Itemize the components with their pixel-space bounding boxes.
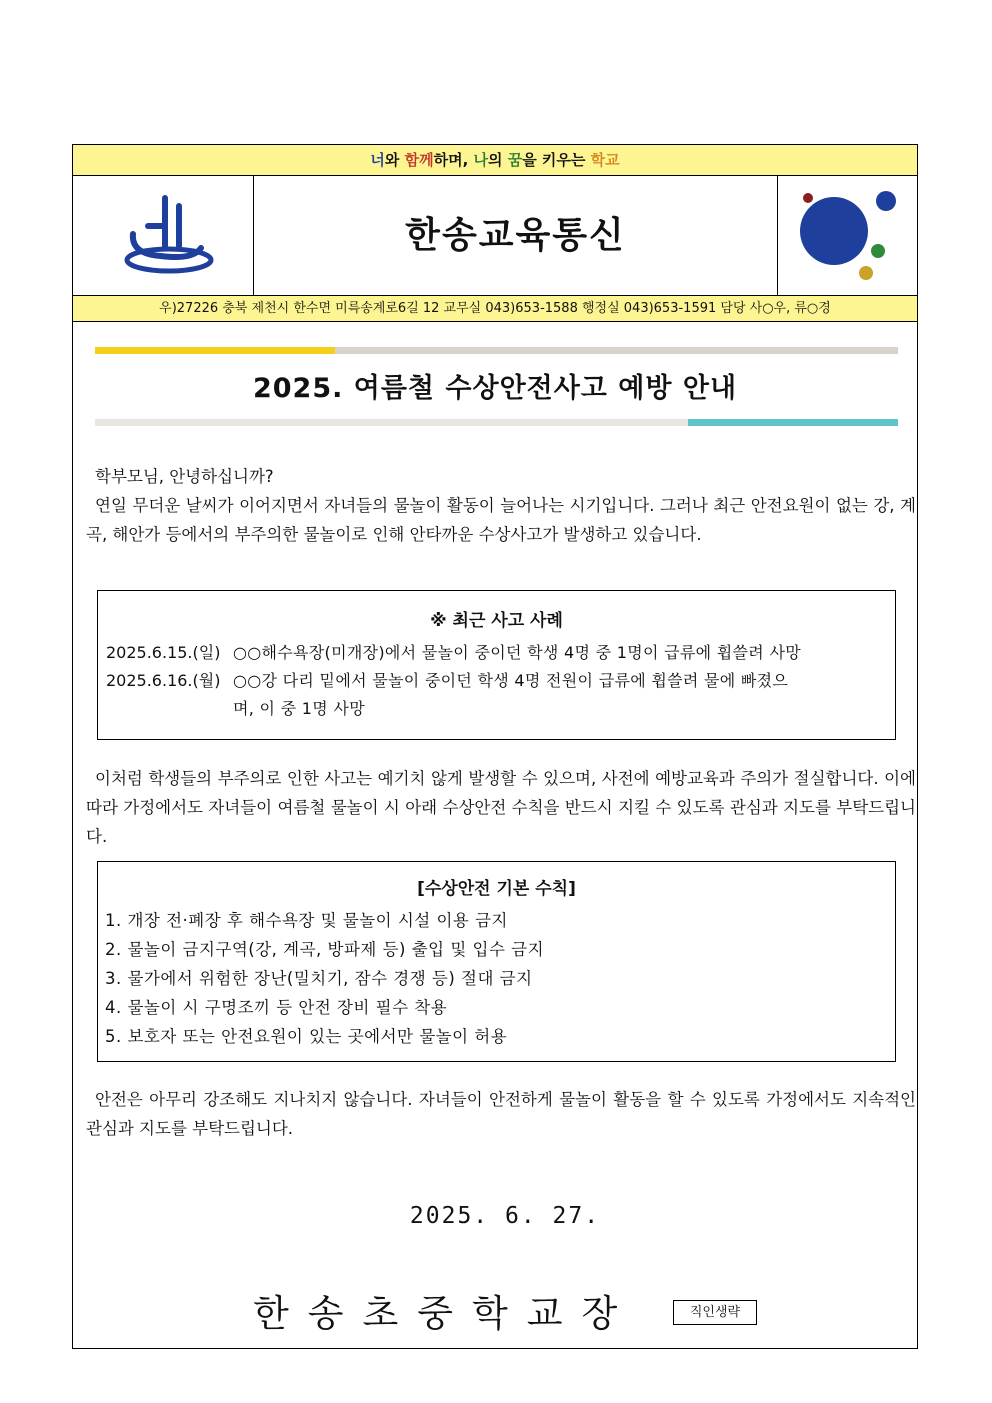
- newsletter-frame: [72, 144, 918, 1349]
- school-principal-signature: 한송초중학교장: [253, 1292, 637, 1335]
- accident-cases-box: [97, 590, 896, 740]
- slogan-part: 하며,: [433, 151, 474, 169]
- title-bar-top-gray: [335, 347, 898, 354]
- title-bar-bottom-gray: [95, 419, 688, 426]
- greeting: 학부모님, 안녕하십니까?: [95, 467, 274, 486]
- newsletter-header: [73, 176, 917, 296]
- school-slogan: [73, 145, 917, 176]
- integrity-badge-icon: [778, 176, 918, 294]
- slogan-part: 을 키우는: [522, 151, 591, 169]
- safety-rule-item: 1. 개장 전·폐장 후 해수욕장 및 물놀이 시설 이용 금지: [105, 911, 508, 930]
- slogan-part: 함께: [404, 151, 434, 169]
- slogan-part: 나: [473, 151, 488, 169]
- school-logo-cell: [73, 176, 254, 295]
- safety-rule-item: 5. 보호자 또는 안전요원이 있는 곳에서만 물놀이 허용: [105, 1027, 508, 1046]
- middle-paragraph: 이처럼 학생들의 부주의로 인한 사고는 예기치 않게 발생할 수 있으며, 사전에 예방교육과 주의가 절실합니다. 이에 따라 가정에서도 자녀들이 여름철 물놀이 시 아래 수상안전 수칙을 반드시 지킬 수 있도록 관심과 지도를 부탁드립니다.: [86, 769, 916, 846]
- official-seal-omitted: 직인생략: [673, 1300, 757, 1325]
- newsletter-title: 한송교육통신: [405, 215, 626, 256]
- school-address: 우)27226 충북 제천시 한수면 미륵송계로6길 12 교무실 043)653-1588 행정실 043)653-1591 담당 사○우, 류○경: [73, 296, 917, 322]
- closing-paragraph: 안전은 아무리 강조해도 지나치지 않습니다. 자녀들이 안전하게 물놀이 활동을 할 수 있도록 가정에서도 지속적인 관심과 지도를 부탁드립니다.: [86, 1090, 916, 1138]
- case-text: ○○강 다리 밑에서 물놀이 중이던 학생 4명 전원이 급류에 휩쓸려 물에 빠졌으: [233, 671, 789, 690]
- document-date: 2025. 6. 27.: [409, 1203, 601, 1229]
- accident-cases-title: ※ 최근 사고 사례: [430, 611, 563, 631]
- title-bar-bottom-teal: [688, 419, 898, 426]
- case-text-continued: 며, 이 중 1명 사망: [233, 699, 365, 718]
- slogan-part: 의: [488, 151, 508, 169]
- case-date: 2025.6.16.(월): [106, 671, 221, 690]
- safety-rule-item: 4. 물놀이 시 구명조끼 등 안전 장비 필수 착용: [105, 998, 448, 1017]
- document-title: 2025. 여름철 수상안전사고 예방 안내: [252, 373, 738, 404]
- slogan-part: 와: [384, 151, 405, 169]
- newsletter-title-cell: [254, 176, 778, 295]
- case-text: ○○해수욕장(미개장)에서 물놀이 중이던 학생 4명 중 1명이 급류에 휩쓸려 사망: [233, 643, 801, 662]
- slogan-part: 꿈: [507, 151, 523, 169]
- integrity-badge-cell: [778, 176, 918, 295]
- slogan-part: 너: [370, 151, 385, 169]
- safety-rule-item: 2. 물놀이 금지구역(강, 계곡, 방파제 등) 출입 및 입수 금지: [105, 940, 545, 959]
- school-logo-icon: [73, 176, 254, 294]
- intro-paragraph: 연일 무더운 날씨가 이어지면서 자녀들의 물놀이 활동이 늘어나는 시기입니다. 그러나 최근 안전요원이 없는 강, 계곡, 해안가 등에서의 부주의한 물놀이로 인해 안타까운 수상사고가 발생하고 있습니다.: [86, 496, 916, 544]
- safety-rules-title: [수상안전 기본 수칙]: [417, 879, 576, 899]
- slogan-part: 학교: [590, 151, 620, 169]
- safety-rule-item: 3. 물가에서 위험한 장난(밀치기, 잠수 경쟁 등) 절대 금지: [105, 969, 533, 988]
- title-bar-top-yellow: [95, 347, 335, 354]
- case-date: 2025.6.15.(일): [106, 643, 221, 662]
